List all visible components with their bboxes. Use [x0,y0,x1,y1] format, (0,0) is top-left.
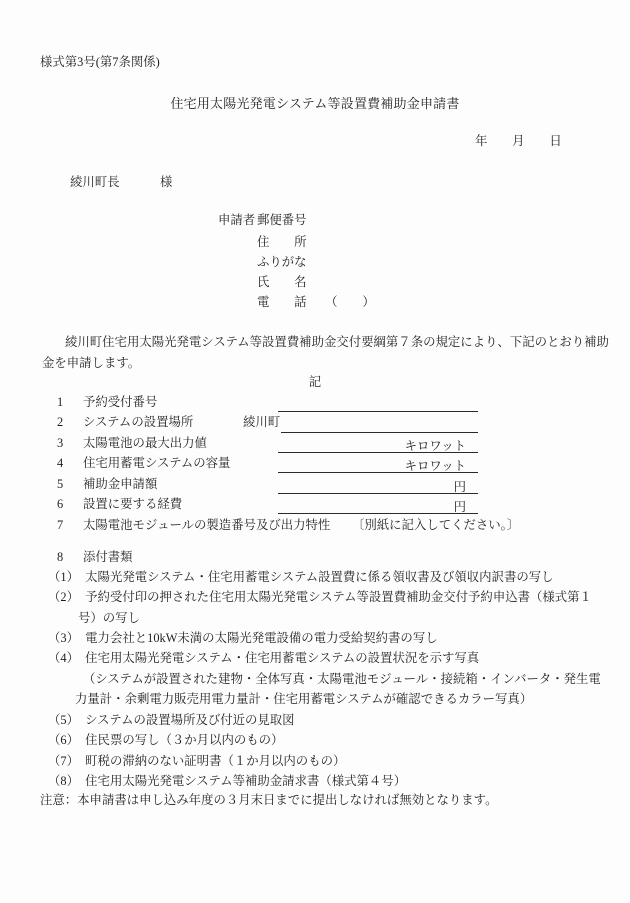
attachment-line-2: （2） 予約受付印の押された住宅用太陽光発電システム等設置費補助金交付予約申込書（様式第１ [48,590,592,604]
attachment-line-4: （4） 住宅用太陽光発電システム・住宅用蓄電システムの設置状況を示す写真 [48,651,480,665]
applicant-field-address: 住 所 [257,235,307,249]
item-1-label: 予約受付番号 [83,395,158,409]
item-1-fill-in-line [278,411,478,412]
item-3-label: 太陽電池の最大出力値 [83,436,207,450]
item-4-number: 4 [57,456,64,470]
attachment-line-4-detail-2: 力量計・余剰電力販売用電力量計・住宅用蓄電システムが確認できるカラー写真） [75,692,533,706]
item-3-number: 3 [57,436,64,450]
item-2-fill-in-line [281,432,478,433]
item-6-label: 設置に要する経費 [83,497,183,511]
applicant-field-name: 氏 名 [257,275,307,289]
attachment-line-1: （1） 太陽光発電システム・住宅用蓄電システム設置費に係る領収書及び領収内訳書の写し [48,570,554,584]
item-6-fill-in-line [278,513,478,514]
form-number: 様式第3号(第7条関係) [40,55,160,69]
attachment-line-3: （3） 電力会社と10kW未満の太陽光発電設備の電力受給契約書の写し [48,631,438,645]
attachments-number: 8 [57,550,64,564]
attachment-line-7: （7） 町税の滞納のない証明書（１か月以内のもの） [48,754,346,768]
item-6-number: 6 [57,497,64,511]
body-paragraph-line2: 金を申請します。 [42,356,141,370]
notice-text: 注意：本申請書は申し込み年度の３月末日までに提出しなければ無効となります。 [40,793,498,807]
date-line: 年 月 日 [475,134,562,148]
item-5-unit: 円 [453,480,466,494]
record-marker: 記 [308,375,322,389]
applicant-label: 申請者 [218,213,256,227]
item-2-label: システムの設置場所 [83,415,194,429]
item-2-prefix: 綾川町 [243,415,281,429]
attachment-line-6: （6） 住民票の写し（３か月以内のもの） [48,733,284,747]
item-7-note: 〔別紙に記入してください。〕 [352,518,520,532]
item-7-number: 7 [57,518,64,532]
item-3-unit: キロワット [404,439,466,453]
page-title: 住宅用太陽光発電システム等設置費補助金申請書 [170,96,460,111]
addressee-honorific: 様 [160,175,173,189]
item-4-unit: キロワット [404,459,466,473]
item-2-number: 2 [57,415,64,429]
addressee-name: 綾川町長 [70,175,120,189]
applicant-field-phone: 電 話 （ ） [257,295,375,309]
body-paragraph-line1: 綾川町住宅用太陽光発電システム等設置費補助金交付要綱第７条の規定により、下記のとおり補助 [65,335,609,349]
attachment-line-4-detail-1: （システムが設置された建物・全体写真・太陽電池モジュール・接続箱・インバータ・発生電 [83,672,601,686]
item-6-unit: 円 [453,500,466,514]
item-4-fill-in-line [278,472,478,473]
attachments-heading: 添付書類 [83,550,133,564]
attachment-line-8: （8） 住宅用太陽光発電システム等補助金請求書（様式第４号） [48,774,407,788]
item-5-number: 5 [57,477,64,491]
item-4-label: 住宅用蓄電システムの容量 [83,456,231,470]
applicant-field-postal-code: 郵便番号 [257,213,307,227]
attachment-line-5: （5） システムの設置場所及び付近の見取図 [48,713,295,727]
item-3-fill-in-line [278,452,478,453]
item-1-number: 1 [57,395,64,409]
item-5-fill-in-line [278,493,478,494]
item-5-label: 補助金申請額 [83,477,158,491]
attachment-line-2-continued: 号）の写し [78,611,140,625]
applicant-field-furigana: ふりがな [257,255,307,269]
item-7-label: 太陽電池モジュールの製造番号及び出力特性 [83,518,331,532]
